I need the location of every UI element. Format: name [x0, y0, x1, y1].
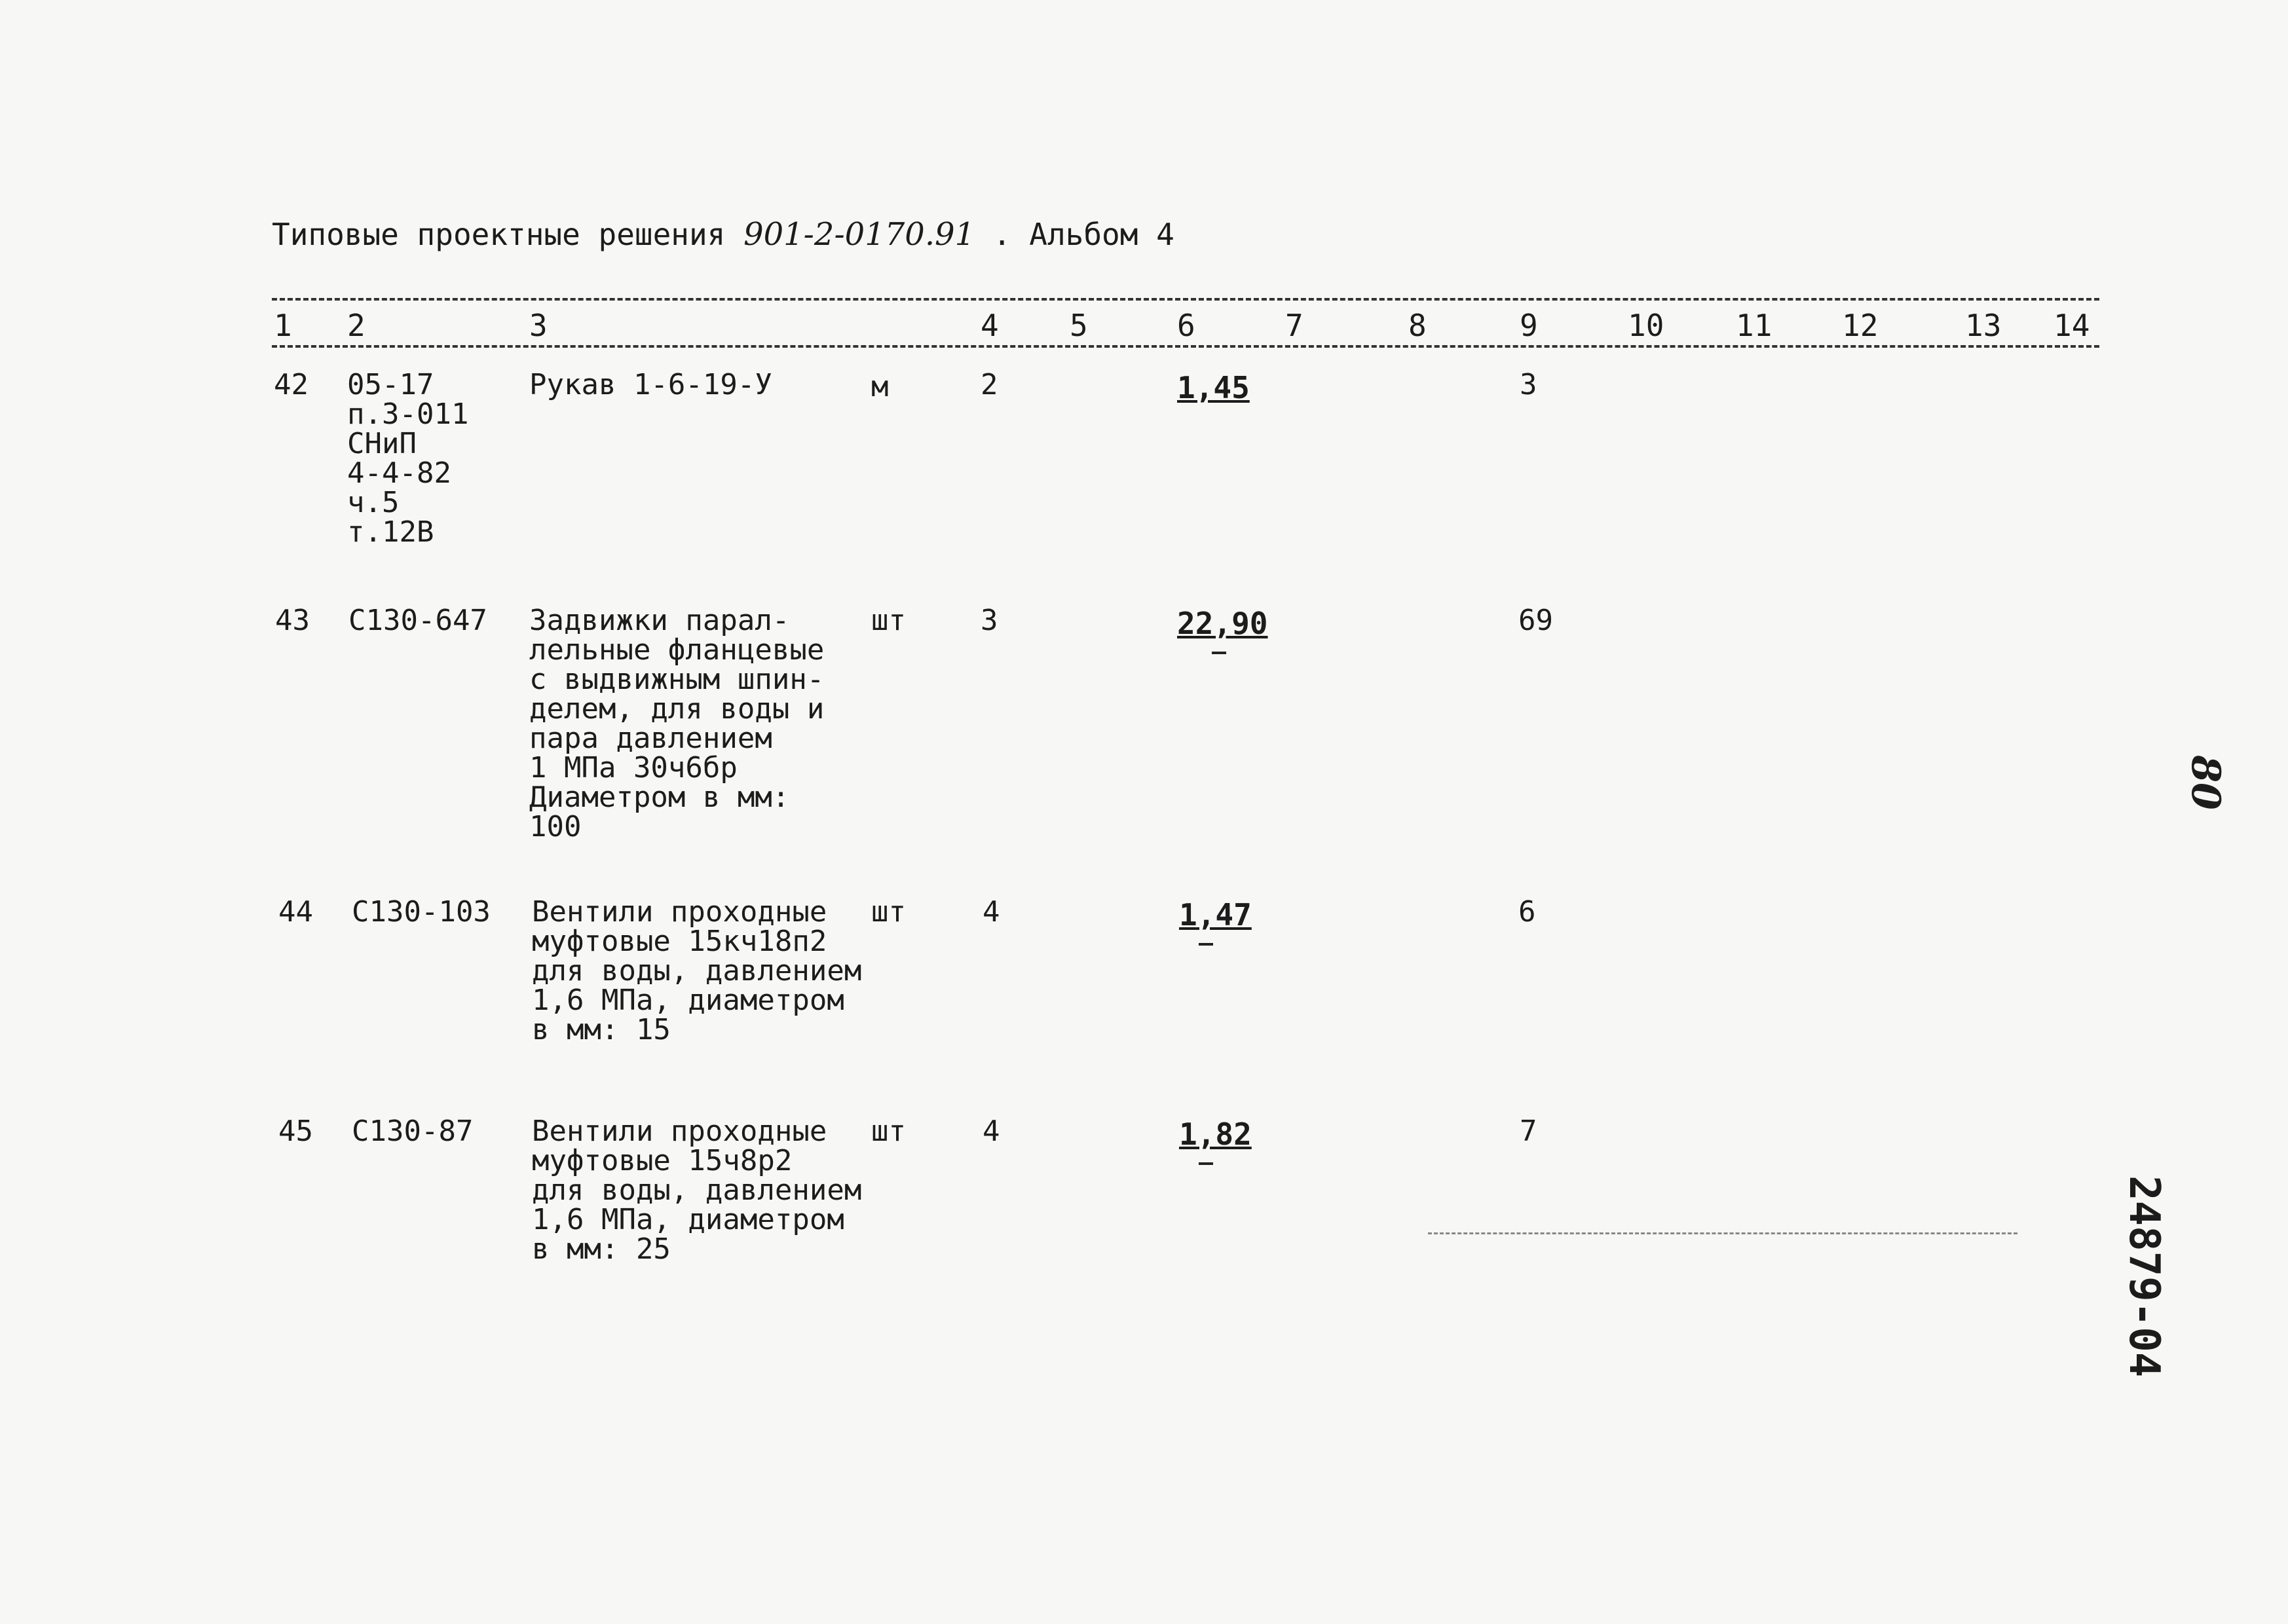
row-44-description: Вентили проходные муфтовые 15кч18п2 для воды, давлением 1,6 МПа, диаметром в мм: 15: [532, 895, 862, 1046]
document-header: [272, 216, 1174, 253]
col-head-9: 9: [1520, 308, 1538, 343]
header-title: Типовые проектные решения: [272, 217, 726, 252]
row-43-description: Задвижки парал- лельные фланцевые с выдвижным шпин- делем, для воды и пара давлением 1 МПа 30ч6бр Диаметром в мм: 100: [529, 604, 825, 843]
row-43-no: 43: [275, 604, 310, 637]
row-43-total: 69: [1518, 604, 1553, 637]
row-42-unit: м: [871, 370, 889, 403]
row-44-total: 6: [1518, 895, 1536, 929]
row-45-total: 7: [1520, 1115, 1537, 1148]
col-head-14: 14: [2054, 308, 2090, 343]
page-number-mark: 80: [2182, 755, 2228, 810]
row-43-qty: 3: [981, 604, 998, 637]
col-head-10: 10: [1628, 308, 1664, 343]
row-42-no: 42: [274, 368, 309, 401]
col-head-8: 8: [1408, 308, 1427, 343]
row-45-unit: шт: [871, 1115, 906, 1148]
col-head-13: 13: [1965, 308, 2002, 343]
col-head-6: 6: [1177, 308, 1195, 343]
col-head-1: 1: [274, 308, 292, 343]
col-head-5: 5: [1070, 308, 1088, 343]
row-43-code: С130-647: [348, 604, 487, 637]
col-head-11: 11: [1736, 308, 1772, 343]
row-45-qty: 4: [983, 1115, 1000, 1148]
row-44-check-mark: [1199, 943, 1213, 946]
row-43-price: 22,90: [1177, 606, 1268, 641]
col-head-2: 2: [347, 308, 366, 343]
row-42-qty: 2: [981, 368, 998, 401]
col-head-4: 4: [981, 308, 999, 343]
row-45-check-mark: [1199, 1162, 1213, 1165]
row-45-description: Вентили проходные муфтовые 15ч8р2 для воды, давлением 1,6 МПа, диаметром в мм: 25: [532, 1115, 862, 1266]
faint-rule: [1428, 1232, 2017, 1234]
row-43-unit: шт: [871, 604, 906, 637]
row-42-total: 3: [1520, 368, 1537, 401]
row-44-unit: шт: [871, 895, 906, 929]
row-44-qty: 4: [983, 895, 1000, 929]
row-44-price: 1,47: [1179, 897, 1252, 932]
row-44-no: 44: [278, 895, 313, 929]
row-44-code: С130-103: [352, 895, 491, 929]
row-45-code: С130-87: [352, 1115, 474, 1148]
row-42-description: Рукав 1-6-19-У: [529, 368, 772, 401]
row-42-code: 05-17 п.3-011 СНиП 4-4-82 ч.5 т.12В: [347, 368, 469, 549]
row-43-check-mark: [1212, 652, 1226, 654]
album-label: . Альбом 4: [992, 217, 1174, 252]
col-head-12: 12: [1842, 308, 1879, 343]
col-head-7: 7: [1285, 308, 1303, 343]
col-head-3: 3: [529, 308, 548, 343]
row-45-price: 1,82: [1179, 1116, 1252, 1152]
project-number: 901-2-0170.91: [743, 216, 975, 253]
row-45-no: 45: [278, 1115, 313, 1148]
table-top-rule: [272, 298, 2099, 301]
table-header-rule: [272, 345, 2099, 348]
archive-stamp: 24879-04: [2120, 1175, 2168, 1378]
row-42-price: 1,45: [1177, 370, 1250, 405]
